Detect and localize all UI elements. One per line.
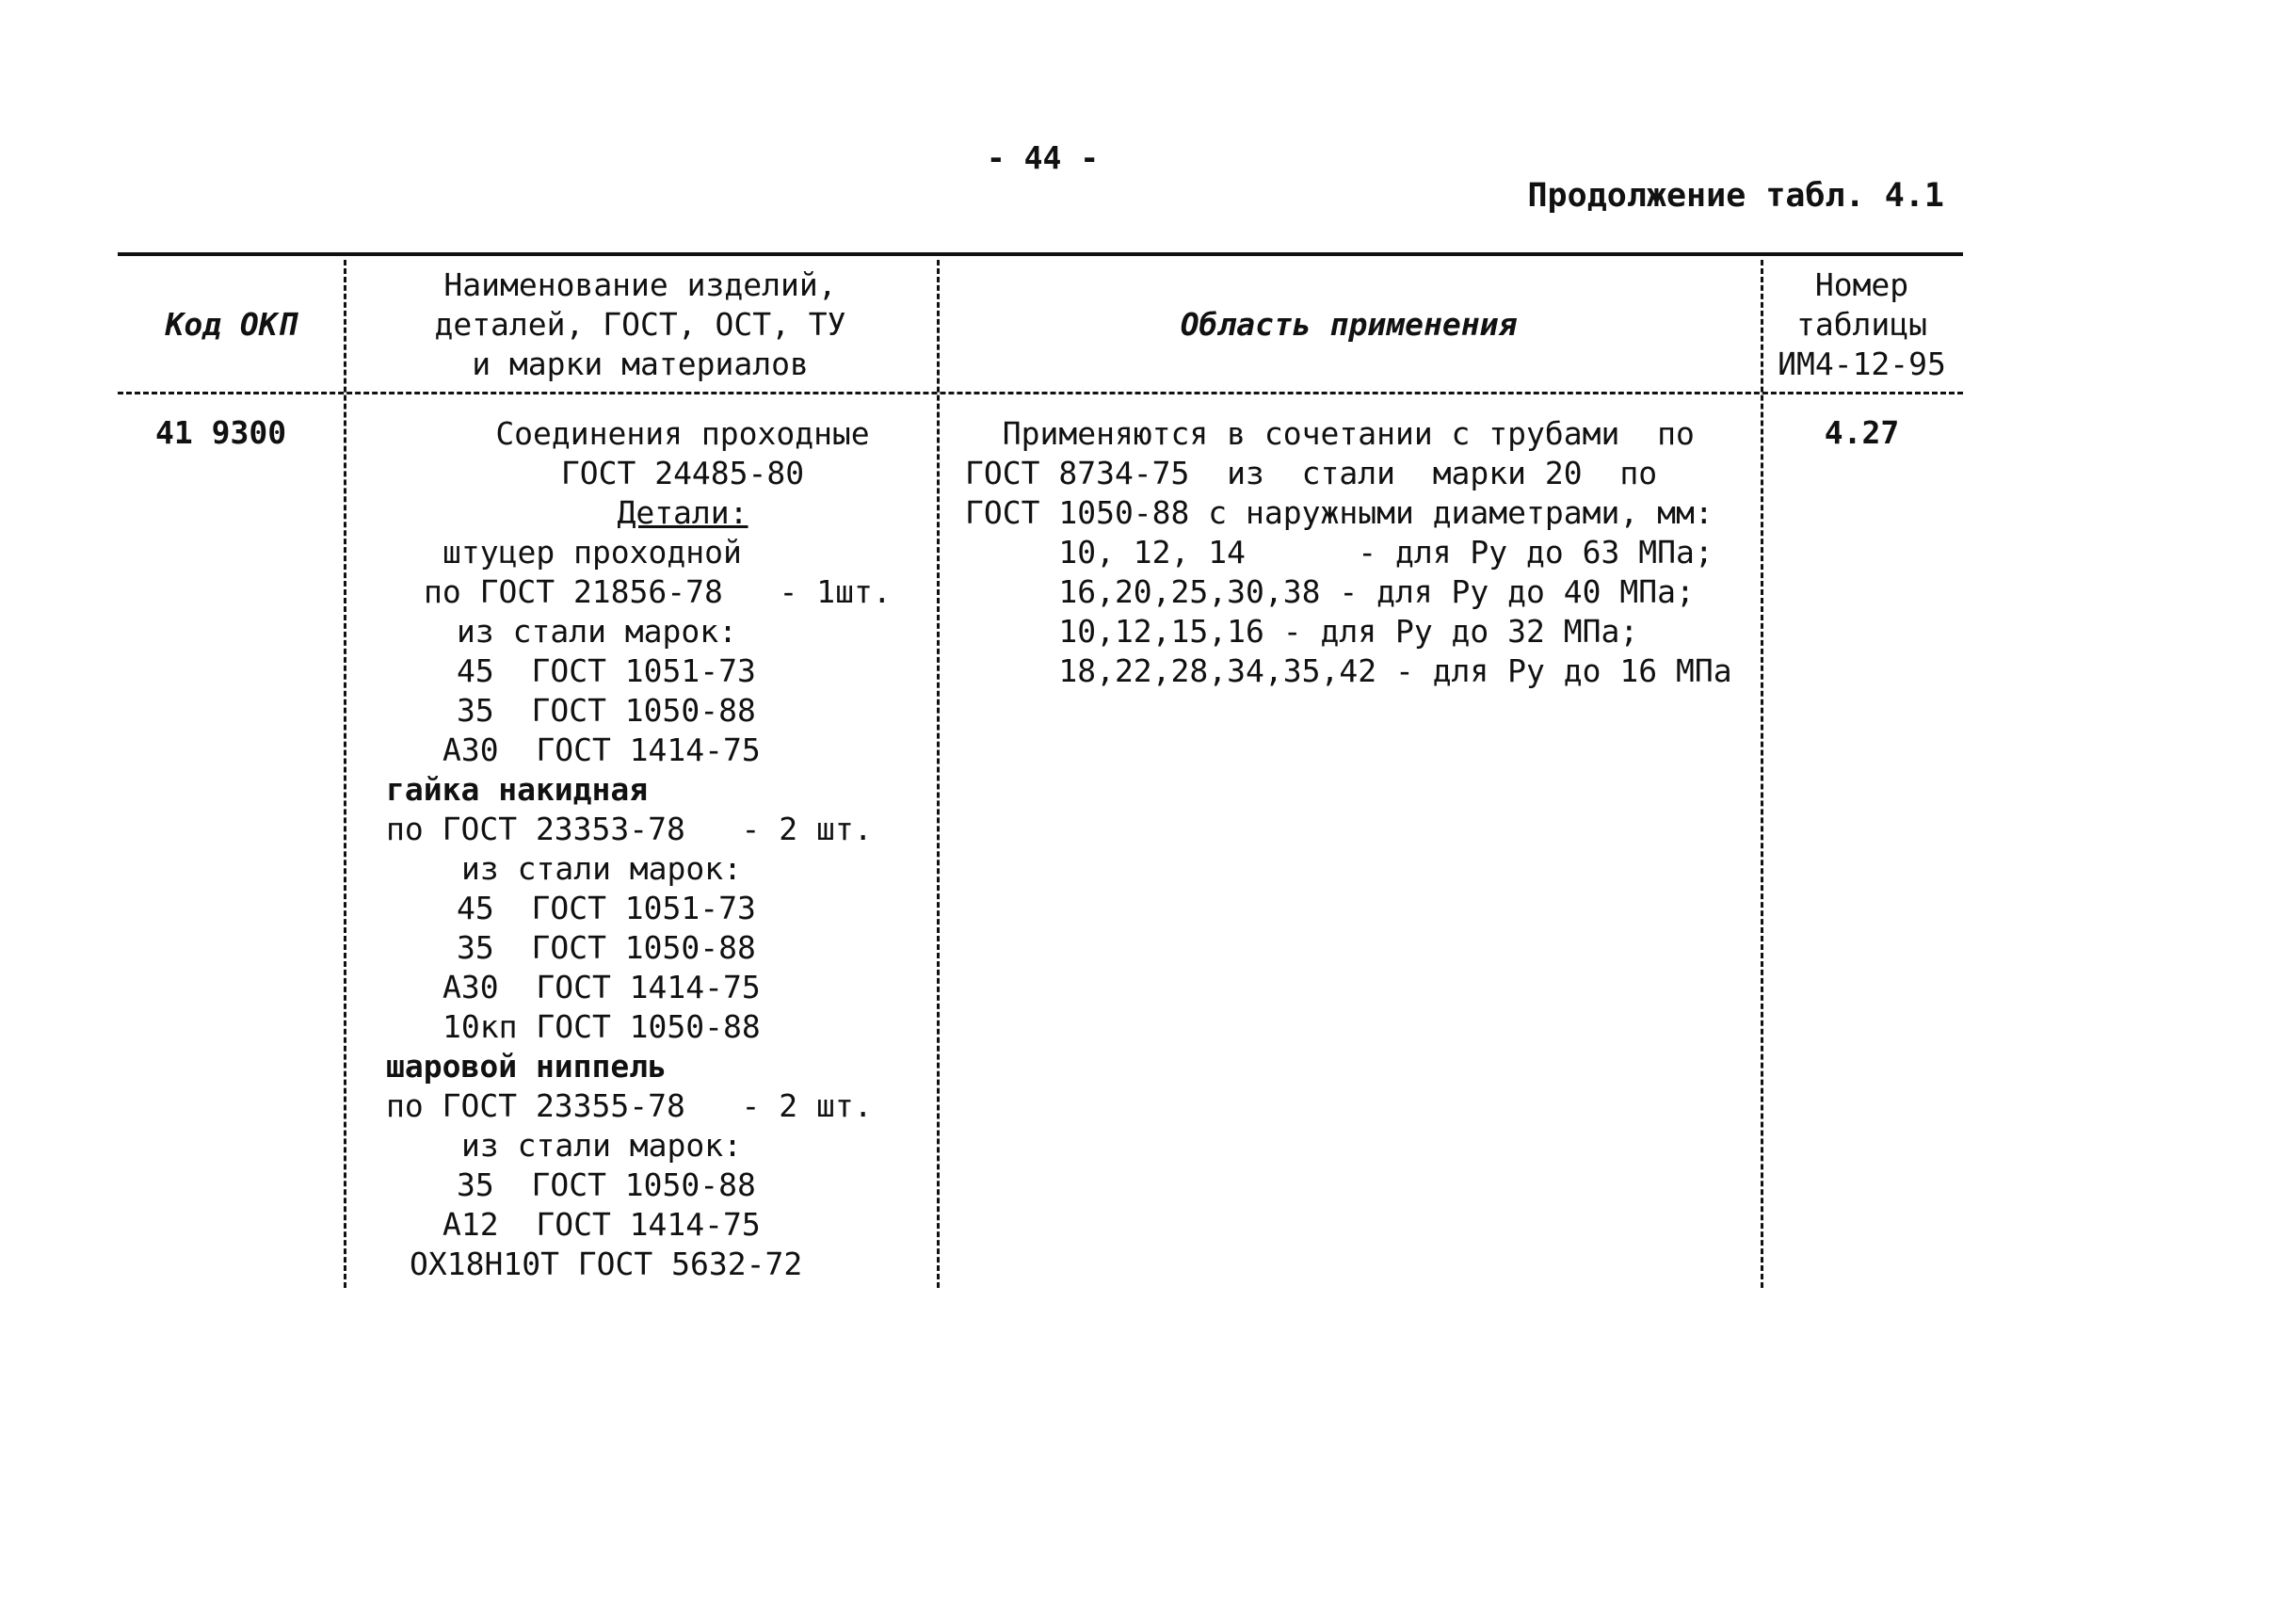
area-line: 16,20,25,30,38 - для Ру до 40 МПа; xyxy=(965,573,1695,610)
name-line: А12 ГОСТ 1414-75 xyxy=(443,1206,761,1243)
name-line: 35 ГОСТ 1050-88 xyxy=(457,1166,756,1203)
name-line: по ГОСТ 23353-78 - 2 шт. xyxy=(386,811,873,847)
header-area: Область применения xyxy=(1180,306,1518,343)
row-table-no: 4.27 xyxy=(1824,414,1900,451)
header-name-line-1: Наименование изделий, xyxy=(443,266,837,303)
name-line: шаровой ниппель xyxy=(386,1048,668,1085)
header-table-no xyxy=(1761,260,1963,390)
name-line: по ГОСТ 23355-78 - 2 шт. xyxy=(386,1087,873,1124)
name-line: гайка накидная xyxy=(386,771,649,808)
name-line: 45 ГОСТ 1051-73 xyxy=(457,890,756,926)
header-name xyxy=(344,260,937,390)
name-line: ГОСТ 24485-80 xyxy=(560,455,805,491)
table-header-rule xyxy=(118,392,1963,394)
page-number: - 44 - xyxy=(986,139,1100,176)
table-caption: Продолжение табл. 4.1 xyxy=(1527,177,1944,215)
name-line: ОХ18Н10Т ГОСТ 5632-72 xyxy=(410,1246,803,1282)
area-line: 10,12,15,16 - для Ру до 32 МПа; xyxy=(965,613,1639,650)
row-name-cell xyxy=(344,414,1022,1284)
name-line: из стали марок: xyxy=(461,1127,743,1164)
name-line: А30 ГОСТ 1414-75 xyxy=(443,732,761,768)
row-area-cell xyxy=(965,414,1850,691)
header-table-no-line-3: ИМ4-12-95 xyxy=(1778,346,1946,382)
name-line: Детали: xyxy=(617,494,748,531)
name-line: штуцер проходной xyxy=(443,534,742,571)
name-line: 35 ГОСТ 1050-88 xyxy=(457,929,756,966)
area-line: 18,22,28,34,35,42 - для Ру до 16 МПа xyxy=(965,652,1732,689)
name-line: Соединения проходные xyxy=(495,415,870,452)
area-line: 10, 12, 14 - для Ру до 63 МПа; xyxy=(965,534,1714,571)
row-code: 41 9300 xyxy=(155,414,287,451)
area-line: ГОСТ 1050-88 с наружными диаметрами, мм: xyxy=(965,494,1714,531)
header-table-no-line-2: таблицы xyxy=(1795,306,1928,343)
table-top-rule xyxy=(118,252,1963,256)
header-table-no-line-1: Номер xyxy=(1814,266,1909,303)
name-line: по ГОСТ 21856-78 - 1шт. xyxy=(424,573,892,610)
name-line: 35 ГОСТ 1050-88 xyxy=(457,692,756,729)
table xyxy=(118,252,1963,1288)
area-line: ГОСТ 8734-75 из стали марки 20 по xyxy=(965,455,1658,491)
header-name-line-2: деталей, ГОСТ, ОСТ, ТУ xyxy=(434,306,846,343)
header-code: Код ОКП xyxy=(165,306,297,343)
area-line: Применяются в сочетании с трубами по xyxy=(965,415,1695,452)
header-name-line-3: и марки материалов xyxy=(472,346,809,382)
name-line: из стали марок: xyxy=(461,850,743,887)
name-line: из стали марок: xyxy=(457,613,738,650)
name-line: 10кп ГОСТ 1050-88 xyxy=(443,1008,761,1045)
name-line: А30 ГОСТ 1414-75 xyxy=(443,969,761,1005)
name-line: 45 ГОСТ 1051-73 xyxy=(457,652,756,689)
